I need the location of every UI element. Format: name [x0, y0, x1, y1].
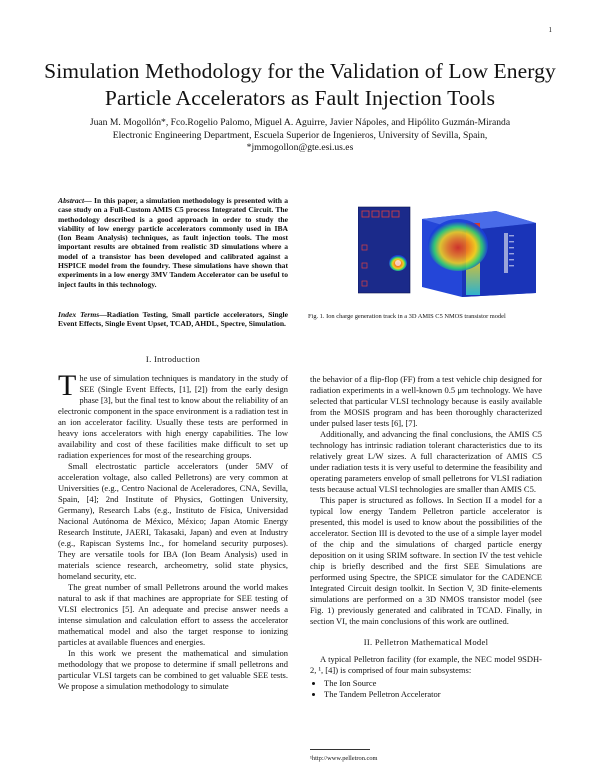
footnote-rule	[310, 749, 370, 750]
author-affiliation: Electronic Engineering Department, Escuela Superior de Ingenieros, University of Sevilla, Spain,	[112, 129, 488, 141]
right-column-body	[310, 374, 542, 700]
left-column-body	[58, 354, 288, 692]
section-1-paragraph-7: This paper is structured as follows. In Section II a model for a typical low energy Tandem Pelletron particle accelerator is presented, this model is used to know about the possibilities of the accelerator. Section III is devoted to the use of a simple layer model of the chip and the simulations of charged particle energy deposition on it using SRIM software. In section IV the test vehicle chip is briefly described and the first SEE Simulations are performed using Spectre, the SPICE simulator for the CADENCE Integrated Circuit design toolkit. In Section V, 3D finite-elements simulations are performed on a 3D NMOS transistor model (see Fig. 1) previously generated and calibrated in TCAD. Finally, in section VI, the main conclusions of this work are outlined.	[310, 495, 542, 626]
section-2-paragraph-1: A typical Pelletron facility (for example, the NEC model 9SDH-2, ¹, [4]) is comprised of four main subsystems:	[310, 654, 542, 675]
abstract-lead: Abstract—	[58, 196, 92, 205]
abstract-text: In this paper, a simulation methodology is presented with a case study on a Full-Custom AMIS C5 process Integrated Circuit. The methodology described is a good approach in order to study the viability of low energy particle accelerators commonly used in IBA (Ion Beam Analysis) techniques, as fault injection tools. The most important results are obtained from realistic 3D simulations where a model of a transistor has been developed and calibrated against a HSPICE model from the foundry. These simulations have shown that experiments in a low energy 3MV Tandem Accelerator can be useful to inject faults in this technology.	[58, 196, 288, 289]
section-1-paragraph-5: the behavior of a flip-flop (FF) from a test vehicle chip designed for radiation experiments in a well-known 0.5 μm technology. We have selected that particular VLSI technology because is easily available from the MOSIS program and has been thoroughly characterized under pulsed laser tests [6], [7].	[310, 374, 542, 428]
author-email: *jmmogollon@gte.esi.us.es	[246, 142, 354, 153]
page-number: 1	[548, 26, 552, 34]
footnote: ¹http://www.pelletron.com	[310, 755, 378, 762]
author-block	[40, 117, 560, 155]
list-item: • The Ion Source	[324, 678, 542, 689]
abstract	[58, 196, 288, 289]
section-2-heading: II. Pelletron Mathematical Model	[363, 637, 489, 647]
subsystem-list	[324, 678, 542, 700]
author-names: Juan M. Mogollón*, Fco.Rogelio Palomo, Miguel A. Aguirre, Javier Nápoles, and Hipólito Guzmán-Miranda	[89, 117, 511, 128]
index-terms	[58, 310, 288, 329]
index-terms-lead: Index Terms	[58, 310, 100, 319]
paper-title: Simulation Methodology for the Validation of Low Energy Particle Accelerators as Fault Injection Tools	[44, 59, 556, 110]
figure-1-simulation-image	[358, 205, 544, 297]
drop-cap: T	[58, 369, 77, 402]
section-1-paragraph-6: Additionally, and advancing the final conclusions, the AMIS C5 technology has intrinsic radiation tolerant characteristics due to its relatively great L/W sizes. A full characterization of AMIS C5 under radiation tests it is very useful to determine the feasibility and operating parameters envelop of small pelletrons for VLSI radiation tests because actual VLSI technologies are smaller than AMIS C5.	[310, 429, 542, 494]
section-1-paragraph-4: In this work we present the mathematical and simulation methodology that we propose to determine if small pelletrons and particular VLSI targets can be combined to get valuable SEE tests. We propose a simulation methodology to simulate	[58, 648, 288, 691]
section-1-paragraph-3: The great number of small Pelletrons around the world makes natural to ask if that machines are appropriate for SEE testing of VLSI electronics [5]. An adequate and precise answer needs a intense simulation and calculation effort to assess the accelerator mathematical model and also the target response to ionizing particles at available fluences and energies.	[58, 582, 288, 647]
list-item: • The Tandem Pelletron Accelerator	[324, 689, 542, 700]
section-1-heading: I. Introduction	[145, 354, 201, 364]
figure-1-caption: Fig. 1. Ion charge generation track in a 3D AMIS C5 NMOS transistor model	[308, 313, 506, 320]
index-terms-text: —Radiation Testing, Small particle accelerators, Single Event Effects, Single Event Upset, TCAD, AHDL, Spectre, Simulation.	[58, 310, 288, 329]
section-1-paragraph-1: The use of simulation techniques is mandatory in the study of SEE (Single Event Effects, [1], [2]) from the early design phase [3], but the final test to know about the reliability of an electronic component in the space environment is a radiation test in an ion accelerator facility. Usually these tests are performed in heavy ions accelerators with high energy capabilities. The low availability and cost of these facilities make difficult to set up radiation experiences for most of the researching groups.	[58, 369, 288, 460]
section-1-paragraph-2: Small electrostatic particle accelerators (under 5MV of acceleration voltage, also called Pelletrons) are very common at Universities (e.g., Centro Nacional de Aceleradores, CNA, Sevilla, Spain, [4]; 2nd Institute of Physics, Gottingen University, Germany), Research Labs (e.g., Instituto de Física, Universidad Nacional Autónoma de México, México; Japan Atomic Energy Research Institute, JAERI, Takasaki, Japan) and even at Industry (e.g., Rapiscan Systems Inc., for homeland security purposes). They are versatile tools for IBA (Ion Beam Analysis) used in materials science research, archeometry, solid state physics, homeland security, etc.	[58, 461, 288, 581]
